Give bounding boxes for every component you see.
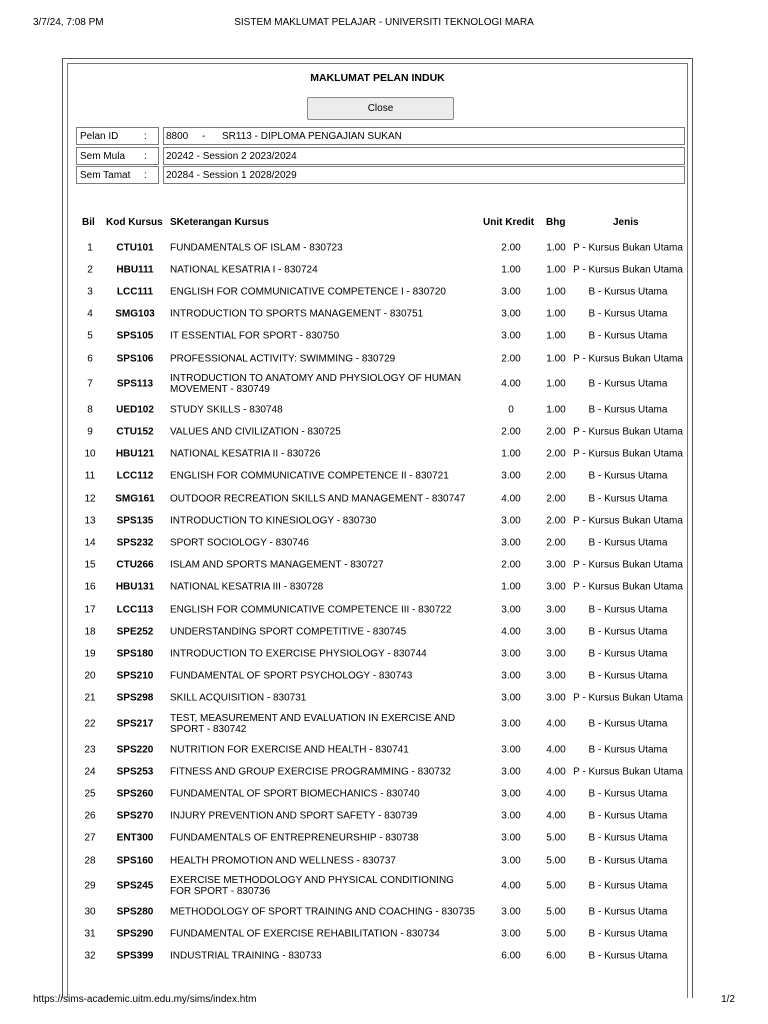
- row-bhg: 3.00: [546, 604, 566, 616]
- row-keterangan: INTRODUCTION TO KINESIOLOGY - 830730: [170, 515, 377, 527]
- table-row: [0, 687, 768, 709]
- row-bil: 6: [87, 353, 93, 365]
- row-bhg: 2.00: [546, 493, 566, 505]
- row-unit-kredit: 2.00: [501, 242, 521, 254]
- row-kod-kursus: LCC113: [116, 604, 154, 616]
- row-bil: 31: [84, 928, 96, 940]
- header-bil: Bil: [82, 217, 95, 228]
- row-keterangan: FITNESS AND GROUP EXERCISE PROGRAMMING - 830732: [170, 766, 451, 778]
- row-bhg: 3.00: [546, 648, 566, 660]
- row-bil: 27: [84, 832, 96, 844]
- row-bhg: 5.00: [546, 832, 566, 844]
- row-kod-kursus: SMG103: [115, 308, 155, 320]
- table-row: [0, 532, 768, 554]
- row-keterangan: INDUSTRIAL TRAINING - 830733: [170, 950, 322, 962]
- table-row: [0, 739, 768, 761]
- row-unit-kredit: 4.00: [501, 626, 521, 638]
- print-page-title: SISTEM MAKLUMAT PELAJAR - UNIVERSITI TEKNOLOGI MARA: [234, 17, 534, 28]
- row-unit-kredit: 1.00: [501, 448, 521, 460]
- row-kod-kursus: SPS135: [116, 515, 154, 527]
- row-jenis: B - Kursus Utama: [588, 855, 668, 867]
- row-keterangan: PROFESSIONAL ACTIVITY: SWIMMING - 830729: [170, 353, 396, 365]
- row-jenis: B - Kursus Utama: [588, 537, 668, 549]
- row-keterangan: ENGLISH FOR COMMUNICATIVE COMPETENCE II - 830721: [170, 470, 449, 482]
- row-bil: 23: [84, 744, 96, 756]
- table-row: [0, 805, 768, 827]
- row-kod-kursus: CTU152: [116, 426, 154, 438]
- row-unit-kredit: 3.00: [501, 648, 521, 660]
- row-jenis: P - Kursus Bukan Utama: [573, 242, 683, 254]
- row-jenis: B - Kursus Utama: [588, 378, 668, 390]
- row-unit-kredit: 3.00: [501, 718, 521, 730]
- row-kod-kursus: SPS105: [116, 330, 154, 342]
- row-bil: 32: [84, 950, 96, 962]
- table-row: [0, 465, 768, 487]
- row-kod-kursus: SPE252: [116, 626, 154, 638]
- print-footer: [33, 994, 735, 1010]
- row-keterangan: METHODOLOGY OF SPORT TRAINING AND COACHING - 830735: [170, 906, 475, 918]
- sem-mula-value-cell: [163, 147, 685, 165]
- row-kod-kursus: SPS180: [116, 648, 154, 660]
- row-keterangan: STUDY SKILLS - 830748: [170, 404, 283, 416]
- table-row: [0, 783, 768, 805]
- table-row: [0, 710, 768, 739]
- table-row: [0, 945, 768, 967]
- row-unit-kredit: 2.00: [501, 353, 521, 365]
- row-kod-kursus: LCC111: [116, 286, 154, 298]
- row-bhg: 3.00: [546, 559, 566, 571]
- row-bil: 20: [84, 670, 96, 682]
- row-bhg: 2.00: [546, 515, 566, 527]
- row-unit-kredit: 4.00: [501, 493, 521, 505]
- row-jenis: B - Kursus Utama: [588, 604, 668, 616]
- row-jenis: P - Kursus Bukan Utama: [573, 692, 683, 704]
- sem-mula-colon: :: [144, 151, 147, 162]
- sem-tamat-value-cell: [163, 166, 685, 184]
- row-bil: 19: [84, 648, 96, 660]
- row-keterangan: NATIONAL KESATRIA I - 830724: [170, 264, 318, 276]
- row-bil: 22: [84, 718, 96, 730]
- row-kod-kursus: SPS106: [116, 353, 154, 365]
- row-kod-kursus: SPS260: [116, 788, 154, 800]
- row-jenis: B - Kursus Utama: [588, 744, 668, 756]
- row-unit-kredit: 3.00: [501, 308, 521, 320]
- row-kod-kursus: SPS220: [116, 744, 154, 756]
- row-kod-kursus: SPS217: [116, 718, 154, 730]
- row-jenis: P - Kursus Bukan Utama: [573, 515, 683, 527]
- row-keterangan: FUNDAMENTALS OF ISLAM - 830723: [170, 242, 343, 254]
- row-kod-kursus: SPS160: [116, 855, 154, 867]
- table-row: [0, 259, 768, 281]
- row-unit-kredit: 3.00: [501, 744, 521, 756]
- row-jenis: P - Kursus Bukan Utama: [573, 766, 683, 778]
- row-jenis: B - Kursus Utama: [588, 493, 668, 505]
- table-row: [0, 827, 768, 849]
- row-bhg: 5.00: [546, 855, 566, 867]
- sem-tamat-value: 20284 - Session 1 2028/2029: [166, 170, 297, 181]
- row-unit-kredit: 3.00: [501, 832, 521, 844]
- row-bil: 14: [84, 537, 96, 549]
- sem-mula-label: Sem Mula: [80, 151, 126, 162]
- row-unit-kredit: 3.00: [501, 670, 521, 682]
- row-keterangan: UNDERSTANDING SPORT COMPETITIVE - 830745: [170, 626, 407, 638]
- row-unit-kredit: 3.00: [501, 470, 521, 482]
- row-bil: 4: [87, 308, 93, 320]
- row-keterangan: ENGLISH FOR COMMUNICATIVE COMPETENCE III - 830722: [170, 604, 452, 616]
- table-row: [0, 370, 768, 399]
- sem-tamat-colon: :: [144, 170, 147, 181]
- row-keterangan: EXERCISE METHODOLOGY AND PHYSICAL CONDITIONING FOR SPORT - 830736: [170, 875, 454, 898]
- row-jenis: P - Kursus Bukan Utama: [573, 581, 683, 593]
- row-keterangan: INTRODUCTION TO ANATOMY AND PHYSIOLOGY OF HUMAN MOVEMENT - 830749: [170, 373, 462, 396]
- row-bil: 9: [87, 426, 93, 438]
- row-keterangan: FUNDAMENTALS OF ENTREPRENEURSHIP - 830738: [170, 832, 419, 844]
- row-bil: 24: [84, 766, 96, 778]
- row-jenis: B - Kursus Utama: [588, 286, 668, 298]
- row-bil: 16: [84, 581, 96, 593]
- row-kod-kursus: SPS210: [116, 670, 154, 682]
- row-jenis: B - Kursus Utama: [588, 928, 668, 940]
- row-bhg: 1.00: [546, 330, 566, 342]
- row-bhg: 3.00: [546, 692, 566, 704]
- row-bil: 8: [87, 404, 93, 416]
- row-jenis: B - Kursus Utama: [588, 788, 668, 800]
- row-bhg: 6.00: [546, 950, 566, 962]
- table-row: [0, 576, 768, 598]
- row-unit-kredit: 3.00: [501, 906, 521, 918]
- row-bhg: 4.00: [546, 744, 566, 756]
- pelan-id-separator: -: [202, 131, 206, 142]
- row-unit-kredit: 4.00: [501, 880, 521, 892]
- table-row: [0, 761, 768, 783]
- row-kod-kursus: SPS253: [116, 766, 154, 778]
- row-keterangan: NATIONAL KESATRIA II - 830726: [170, 448, 321, 460]
- row-bil: 29: [84, 880, 96, 892]
- row-bhg: 2.00: [546, 470, 566, 482]
- pelan-id-value-cell: [163, 127, 685, 145]
- row-keterangan: SKILL ACQUISITION - 830731: [170, 692, 307, 704]
- row-keterangan: INJURY PREVENTION AND SPORT SAFETY - 830739: [170, 810, 418, 822]
- row-bil: 3: [87, 286, 93, 298]
- close-button[interactable]: Close: [307, 97, 454, 120]
- row-bhg: 1.00: [546, 242, 566, 254]
- row-keterangan: INTRODUCTION TO EXERCISE PHYSIOLOGY - 830744: [170, 648, 427, 660]
- row-bil: 21: [84, 692, 96, 704]
- row-unit-kredit: 3.00: [501, 788, 521, 800]
- row-keterangan: FUNDAMENTAL OF EXERCISE REHABILITATION - 830734: [170, 928, 440, 940]
- table-row: [0, 599, 768, 621]
- row-jenis: B - Kursus Utama: [588, 470, 668, 482]
- header-kod-kursus: Kod Kursus: [106, 217, 163, 228]
- row-keterangan: IT ESSENTIAL FOR SPORT - 830750: [170, 330, 340, 342]
- row-unit-kredit: 3.00: [501, 330, 521, 342]
- sem-tamat-label-cell: [76, 166, 159, 184]
- row-bhg: 4.00: [546, 718, 566, 730]
- print-page-number: 1/2: [721, 994, 735, 1005]
- table-row: [0, 643, 768, 665]
- header-jenis: Jenis: [613, 217, 639, 228]
- row-kod-kursus: SPS245: [116, 880, 154, 892]
- row-kod-kursus: SPS232: [116, 537, 154, 549]
- row-jenis: B - Kursus Utama: [588, 648, 668, 660]
- table-row: [0, 325, 768, 347]
- pelan-id-code: 8800: [166, 131, 189, 142]
- row-kod-kursus: CTU266: [116, 559, 154, 571]
- row-unit-kredit: 3.00: [501, 766, 521, 778]
- pelan-id-label: Pelan ID: [80, 131, 119, 142]
- table-row: [0, 488, 768, 510]
- row-jenis: B - Kursus Utama: [588, 832, 668, 844]
- row-bhg: 2.00: [546, 448, 566, 460]
- row-bhg: 2.00: [546, 537, 566, 549]
- row-bil: 2: [87, 264, 93, 276]
- table-row: [0, 399, 768, 421]
- row-jenis: B - Kursus Utama: [588, 330, 668, 342]
- row-bil: 13: [84, 515, 96, 527]
- row-unit-kredit: 3.00: [501, 286, 521, 298]
- table-row: [0, 510, 768, 532]
- row-kod-kursus: HBU131: [115, 581, 155, 593]
- row-bil: 5: [87, 330, 93, 342]
- row-bil: 7: [87, 378, 93, 390]
- table-row: [0, 850, 768, 872]
- row-bhg: 1.00: [546, 353, 566, 365]
- row-bhg: 3.00: [546, 581, 566, 593]
- row-keterangan: ENGLISH FOR COMMUNICATIVE COMPETENCE I - 830720: [170, 286, 446, 298]
- table-row: [0, 665, 768, 687]
- row-jenis: B - Kursus Utama: [588, 626, 668, 638]
- row-bil: 10: [84, 448, 96, 460]
- row-unit-kredit: 3.00: [501, 928, 521, 940]
- header-keterangan: SKeterangan Kursus: [170, 217, 269, 228]
- table-row: [0, 421, 768, 443]
- row-bhg: 1.00: [546, 378, 566, 390]
- table-row: [0, 872, 768, 901]
- row-keterangan: NUTRITION FOR EXERCISE AND HEALTH - 830741: [170, 744, 409, 756]
- row-bhg: 1.00: [546, 308, 566, 320]
- row-keterangan: NATIONAL KESATRIA III - 830728: [170, 581, 324, 593]
- row-bhg: 4.00: [546, 788, 566, 800]
- pelan-id-label-cell: [76, 127, 159, 145]
- row-kod-kursus: SPS399: [116, 950, 154, 962]
- row-unit-kredit: 3.00: [501, 692, 521, 704]
- row-keterangan: INTRODUCTION TO SPORTS MANAGEMENT - 830751: [170, 308, 424, 320]
- form-title: MAKLUMAT PELAN INDUK: [310, 72, 445, 84]
- row-jenis: B - Kursus Utama: [588, 670, 668, 682]
- row-jenis: P - Kursus Bukan Utama: [573, 264, 683, 276]
- row-bil: 15: [84, 559, 96, 571]
- header-bhg: Bhg: [546, 217, 566, 228]
- sem-tamat-label: Sem Tamat: [80, 170, 131, 181]
- row-kod-kursus: SPS280: [116, 906, 154, 918]
- row-keterangan: SPORT SOCIOLOGY - 830746: [170, 537, 309, 549]
- row-jenis: P - Kursus Bukan Utama: [573, 426, 683, 438]
- row-unit-kredit: 3.00: [501, 515, 521, 527]
- row-kod-kursus: LCC112: [116, 470, 154, 482]
- table-row: [0, 281, 768, 303]
- row-bhg: 3.00: [546, 670, 566, 682]
- table-row: [0, 923, 768, 945]
- row-bil: 26: [84, 810, 96, 822]
- row-kod-kursus: HBU111: [116, 264, 154, 276]
- row-bil: 11: [84, 470, 96, 482]
- row-bil: 25: [84, 788, 96, 800]
- row-unit-kredit: 3.00: [501, 604, 521, 616]
- row-keterangan: OUTDOOR RECREATION SKILLS AND MANAGEMENT - 830747: [170, 493, 466, 505]
- row-kod-kursus: UED102: [116, 404, 154, 416]
- row-jenis: B - Kursus Utama: [588, 404, 668, 416]
- row-unit-kredit: 1.00: [501, 264, 521, 276]
- table-row: [0, 443, 768, 465]
- row-keterangan: VALUES AND CIVILIZATION - 830725: [170, 426, 341, 438]
- row-bhg: 4.00: [546, 766, 566, 778]
- row-keterangan: HEALTH PROMOTION AND WELLNESS - 830737: [170, 855, 396, 867]
- row-bhg: 1.00: [546, 286, 566, 298]
- row-bhg: 5.00: [546, 906, 566, 918]
- row-unit-kredit: 3.00: [501, 810, 521, 822]
- row-bil: 17: [84, 604, 96, 616]
- row-bhg: 3.00: [546, 626, 566, 638]
- row-kod-kursus: SPS298: [116, 692, 154, 704]
- sem-mula-value: 20242 - Session 2 2023/2024: [166, 151, 297, 162]
- row-bhg: 1.00: [546, 404, 566, 416]
- row-keterangan: FUNDAMENTAL OF SPORT PSYCHOLOGY - 830743: [170, 670, 413, 682]
- row-bhg: 2.00: [546, 426, 566, 438]
- table-row: [0, 348, 768, 370]
- row-jenis: P - Kursus Bukan Utama: [573, 448, 683, 460]
- row-bil: 12: [84, 493, 96, 505]
- row-kod-kursus: SPS113: [116, 378, 154, 390]
- row-unit-kredit: 0: [508, 404, 514, 416]
- row-kod-kursus: SPS270: [116, 810, 154, 822]
- row-jenis: B - Kursus Utama: [588, 308, 668, 320]
- row-unit-kredit: 6.00: [501, 950, 521, 962]
- row-unit-kredit: 3.00: [501, 855, 521, 867]
- row-bil: 30: [84, 906, 96, 918]
- print-datetime: 3/7/24, 7:08 PM: [33, 17, 104, 28]
- table-row: [0, 303, 768, 325]
- row-bhg: 5.00: [546, 880, 566, 892]
- row-bil: 1: [87, 242, 93, 254]
- row-kod-kursus: ENT300: [116, 832, 154, 844]
- row-bil: 18: [84, 626, 96, 638]
- pelan-id-program: SR113 - DIPLOMA PENGAJIAN SUKAN: [222, 131, 402, 142]
- row-jenis: B - Kursus Utama: [588, 718, 668, 730]
- row-jenis: B - Kursus Utama: [588, 906, 668, 918]
- print-url: https://sims-academic.uitm.edu.my/sims/index.htm: [33, 994, 257, 1005]
- row-bhg: 4.00: [546, 810, 566, 822]
- row-unit-kredit: 2.00: [501, 559, 521, 571]
- row-unit-kredit: 1.00: [501, 581, 521, 593]
- row-jenis: B - Kursus Utama: [588, 880, 668, 892]
- row-jenis: P - Kursus Bukan Utama: [573, 559, 683, 571]
- row-kod-kursus: SPS290: [116, 928, 154, 940]
- row-keterangan: ISLAM AND SPORTS MANAGEMENT - 830727: [170, 559, 384, 571]
- table-row: [0, 621, 768, 643]
- row-jenis: P - Kursus Bukan Utama: [573, 353, 683, 365]
- table-row: [0, 237, 768, 259]
- row-bhg: 5.00: [546, 928, 566, 940]
- row-kod-kursus: CTU101: [116, 242, 154, 254]
- row-bil: 28: [84, 855, 96, 867]
- pelan-id-colon: :: [144, 131, 147, 142]
- row-jenis: B - Kursus Utama: [588, 810, 668, 822]
- row-bhg: 1.00: [546, 264, 566, 276]
- row-keterangan: TEST, MEASUREMENT AND EVALUATION IN EXERCISE AND SPORT - 830742: [170, 713, 456, 735]
- sem-mula-label-cell: [76, 147, 159, 165]
- row-unit-kredit: 2.00: [501, 426, 521, 438]
- row-kod-kursus: HBU121: [115, 448, 155, 460]
- row-jenis: B - Kursus Utama: [588, 950, 668, 962]
- table-row: [0, 554, 768, 576]
- row-kod-kursus: SMG161: [115, 493, 155, 505]
- header-unit-kredit: Unit Kredit: [483, 217, 535, 228]
- row-unit-kredit: 3.00: [501, 537, 521, 549]
- row-unit-kredit: 4.00: [501, 378, 521, 390]
- print-header: [33, 17, 735, 33]
- row-keterangan: FUNDAMENTAL OF SPORT BIOMECHANICS - 830740: [170, 788, 420, 800]
- table-row: [0, 901, 768, 923]
